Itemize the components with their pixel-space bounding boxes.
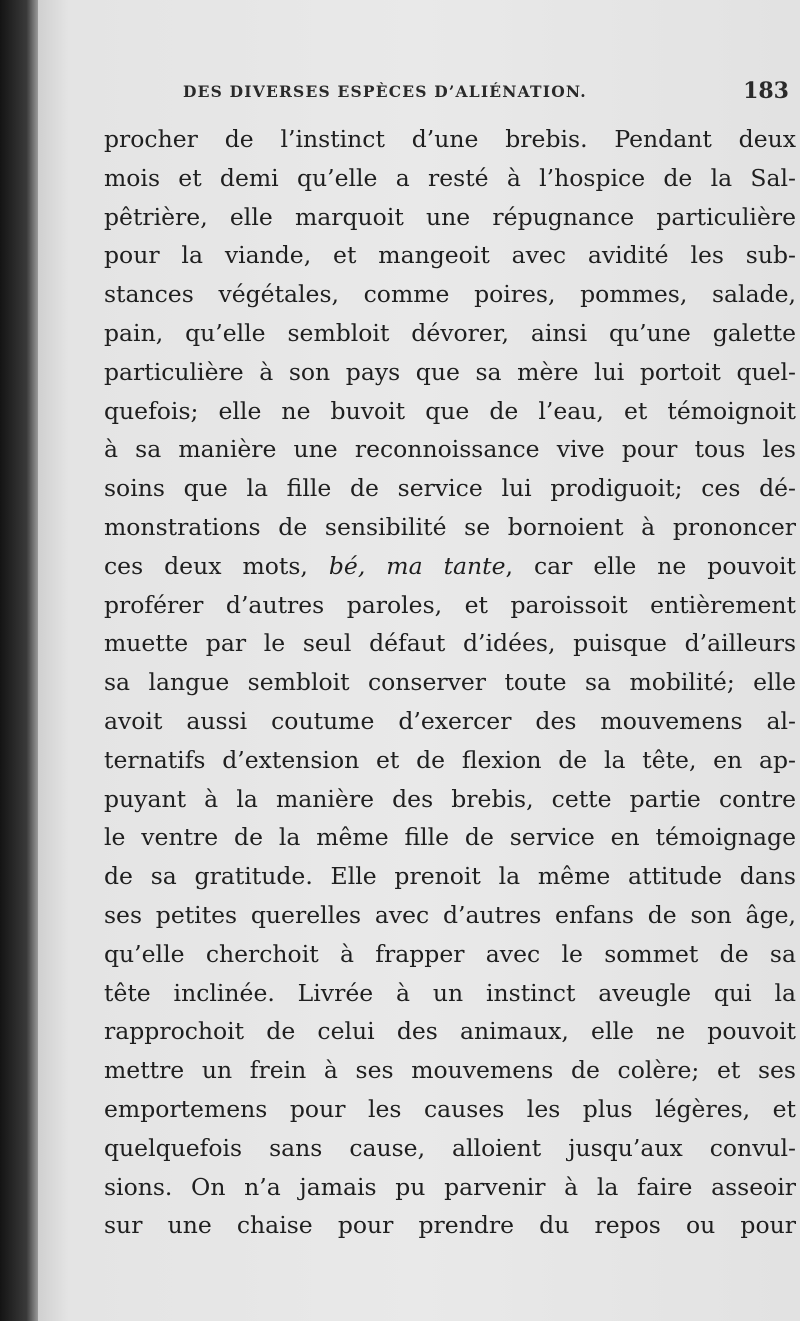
text-line: de sa gratitude. Elle prenoit la même attitude dans <box>104 862 796 891</box>
text-line: le ventre de la même fille de service en témoignage <box>104 823 796 852</box>
text-line: muette par le seul défaut d’idées, puisque d’ailleurs <box>104 629 796 658</box>
text-line: soins que la fille de service lui prodiguoit; ces dé- <box>104 474 796 503</box>
text-line: emportemens pour les causes les plus légères, et <box>104 1094 796 1123</box>
line-text-before-italic: ces deux mots, <box>104 551 308 580</box>
page-header <box>183 78 793 112</box>
text-line: stances végétales, comme poires, pommes, salade, <box>104 280 796 309</box>
page-number: 183 <box>743 78 789 104</box>
text-line: qu’elle cherchoit à frapper avec le sommet de sa <box>104 939 796 968</box>
text-line: mettre un frein à ses mouvemens de colère; et ses <box>104 1056 796 1085</box>
text-line: sur une chaise pour prendre du repos ou pour <box>104 1211 796 1240</box>
text-line: ses petites querelles avec d’autres enfans de son âge, <box>104 900 796 929</box>
text-line: tête inclinée. Livrée à un instinct aveugle qui la <box>104 978 796 1007</box>
book-page <box>38 0 800 1321</box>
text-line: ternatifs d’extension et de flexion de la tête, en ap- <box>104 745 796 774</box>
text-line: sa langue sembloit conserver toute sa mobilité; elle <box>104 668 796 697</box>
text-line: quefois; elle ne buvoit que de l’eau, et témoignoit <box>104 396 796 425</box>
book-gutter-shadow <box>0 0 38 1321</box>
text-line: puyant à la manière des brebis, cette partie contre <box>104 784 796 813</box>
text-line-with-italic <box>104 547 796 586</box>
running-head: DES DIVERSES ESPÈCES D’ALIÉNATION. <box>183 82 587 101</box>
text-line: proférer d’autres paroles, et paroissoit entièrement <box>104 590 796 619</box>
text-line: sions. On n’a jamais pu parvenir à la faire asseoir <box>104 1172 796 1201</box>
text-line: particulière à son pays que sa mère lui portoit quel- <box>104 357 796 386</box>
text-line: à sa manière une reconnoissance vive pour tous les <box>104 435 796 464</box>
text-line: monstrations de sensibilité se bornoient à prononcer <box>104 512 796 541</box>
text-line: rapprochoit de celui des animaux, elle ne pouvoit <box>104 1017 796 1046</box>
text-line: quelquefois sans cause, alloient jusqu’aux convul- <box>104 1133 796 1162</box>
line-text-after-italic: , car elle ne pouvoit <box>505 551 796 580</box>
text-line: pour la viande, et mangeoit avec avidité les sub- <box>104 241 796 270</box>
text-line: avoit aussi coutume d’exercer des mouvemens al- <box>104 706 796 735</box>
body-text <box>104 120 796 1245</box>
text-line: procher de l’instinct d’une brebis. Pendant deux <box>104 125 796 153</box>
italic-phrase: bé, ma tante <box>328 551 506 580</box>
text-line: mois et demi qu’elle a resté à l’hospice de la Sal- <box>104 163 796 192</box>
text-line: pain, qu’elle sembloit dévorer, ainsi qu’une galette <box>104 318 796 347</box>
text-line: pêtrière, elle marquoit une répugnance particulière <box>104 202 796 231</box>
